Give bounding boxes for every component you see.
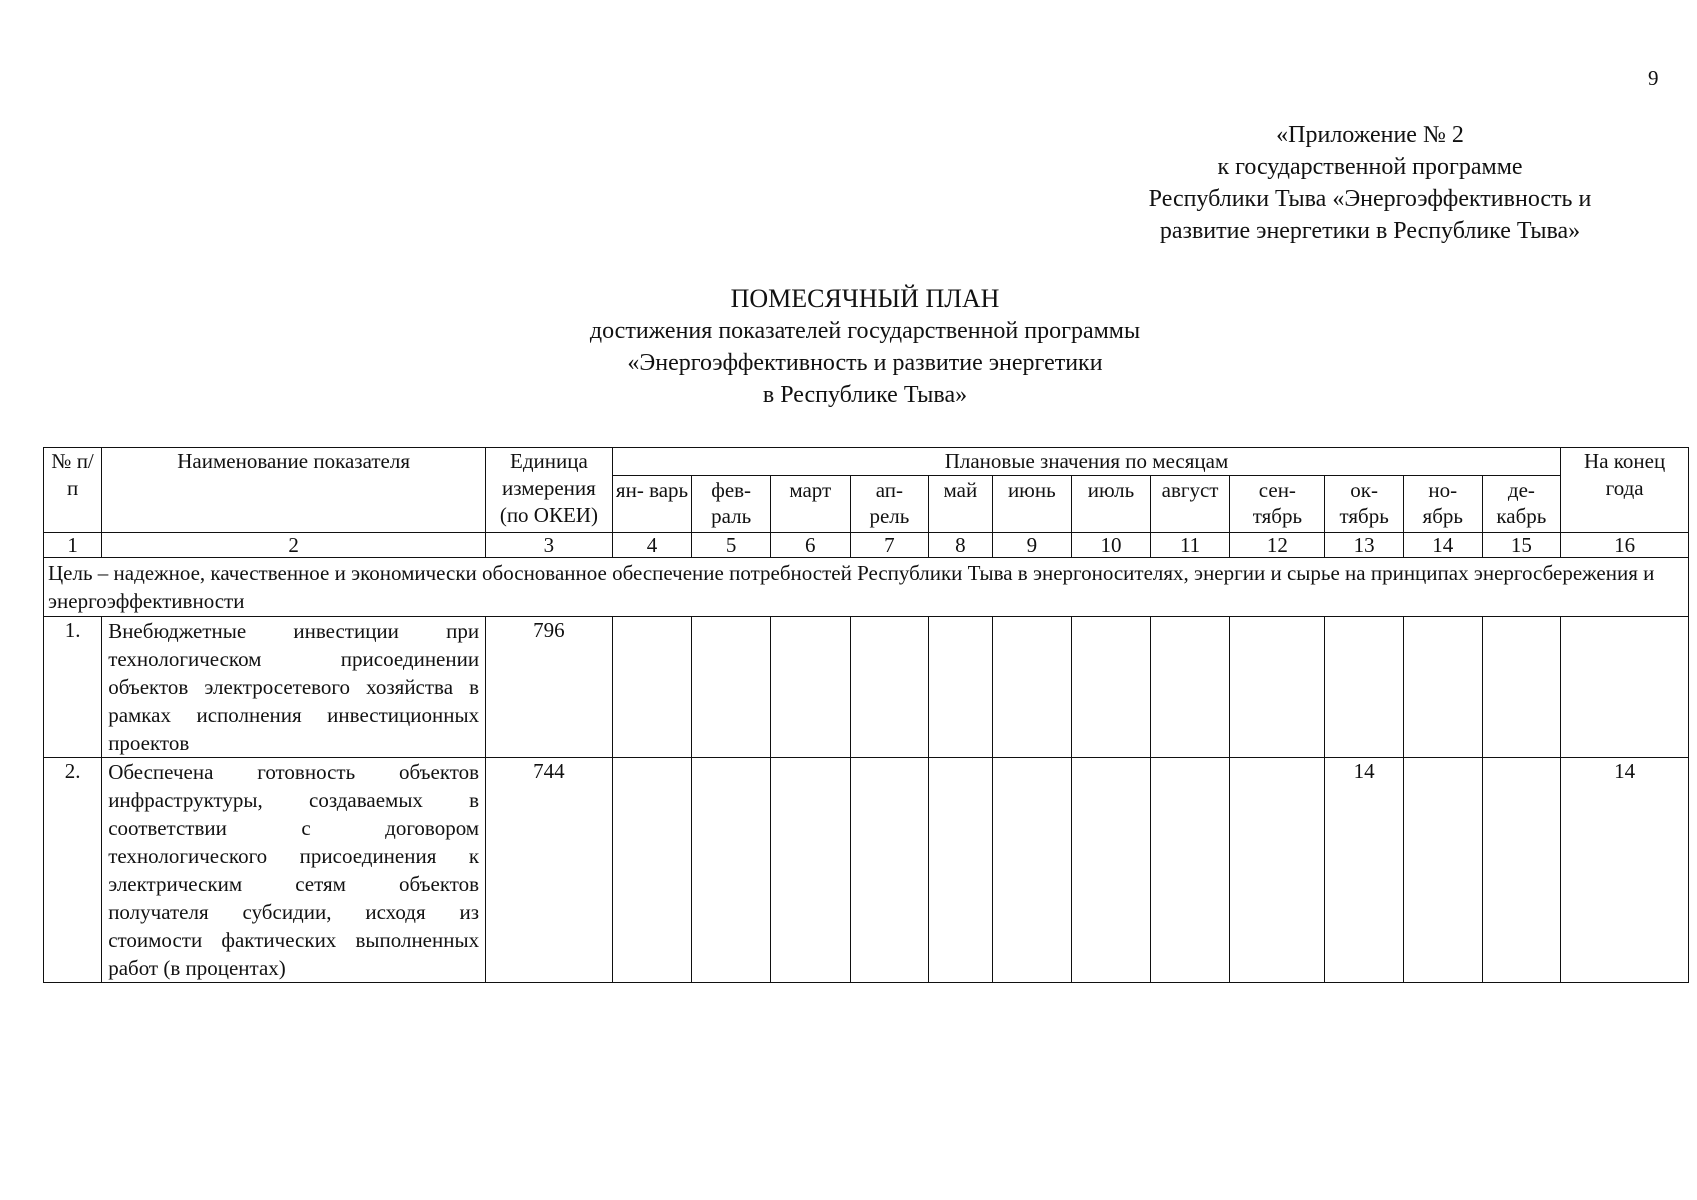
month-value <box>692 758 771 983</box>
page-number: 9 <box>1648 66 1659 90</box>
column-number: 16 <box>1561 533 1689 558</box>
header-month: ап- рель <box>850 476 929 533</box>
header-month: ок- тябрь <box>1325 476 1404 533</box>
header-month: июнь <box>992 476 1072 533</box>
header-month: июль <box>1072 476 1151 533</box>
header-name: Наименование показателя <box>102 448 486 533</box>
appendix-line: «Приложение № 2 <box>1276 122 1464 148</box>
column-number: 9 <box>992 533 1072 558</box>
month-value <box>1482 758 1561 983</box>
month-value <box>929 758 992 983</box>
title-line: достижения показателей государственной программы <box>589 318 1141 344</box>
header-month: сен- тябрь <box>1230 476 1325 533</box>
year-end-value: 14 <box>1561 758 1689 983</box>
month-value <box>1072 617 1151 758</box>
month-value <box>1150 758 1230 983</box>
header-month: март <box>770 476 850 533</box>
month-value <box>1482 617 1561 758</box>
month-value <box>612 617 692 758</box>
month-value <box>992 758 1072 983</box>
month-value <box>850 758 929 983</box>
unit-code: 744 <box>486 758 613 983</box>
indicator-name: Обеспечена готовность объектов инфраструктуры, создаваемых в соответствии с договором технологического присоединения к электрическим сетям объектов получателя субсидии, исходя из стоимости фактических выполненных работ (в процентах) <box>102 758 486 983</box>
title-line: в Республике Тыва» <box>762 382 968 408</box>
appendix-note <box>1080 119 1660 247</box>
month-value: 14 <box>1325 758 1404 983</box>
month-value <box>612 758 692 983</box>
column-number: 15 <box>1482 533 1561 558</box>
month-value <box>1150 617 1230 758</box>
indicator-name: Внебюджетные инвестиции при технологическом присоединении объектов электросетевого хозяйства в рамках исполнения инвестиционных проектов <box>102 617 486 758</box>
column-numbers-row <box>44 533 1689 558</box>
header-year-end: На конец года <box>1561 448 1689 533</box>
month-value <box>1403 617 1482 758</box>
month-value <box>992 617 1072 758</box>
header-unit: Единица измерения (по ОКЕИ) <box>486 448 613 533</box>
header-month: но- ябрь <box>1403 476 1482 533</box>
header-num: № п/п <box>44 448 102 533</box>
column-number: 5 <box>692 533 771 558</box>
month-value <box>1403 758 1482 983</box>
appendix-line: к государственной программе <box>1217 154 1523 180</box>
header-month: фев- раль <box>692 476 771 533</box>
month-value <box>929 617 992 758</box>
appendix-line: Республики Тыва «Энергоэффективность и <box>1148 186 1592 212</box>
month-value <box>770 617 850 758</box>
unit-code: 796 <box>486 617 613 758</box>
column-number: 10 <box>1072 533 1151 558</box>
table-row <box>44 617 1689 758</box>
month-value <box>850 617 929 758</box>
monthly-plan-table <box>43 447 1689 983</box>
title-main: ПОМЕСЯЧНЫЙ ПЛАН <box>730 284 1000 313</box>
title-line: «Энергоэффективность и развитие энергетики <box>627 350 1103 376</box>
column-number: 4 <box>612 533 692 558</box>
row-number: 2. <box>44 758 102 983</box>
document-title <box>430 283 1300 411</box>
month-value <box>1072 758 1151 983</box>
column-number: 13 <box>1325 533 1404 558</box>
year-end-value <box>1561 617 1689 758</box>
header-monthly-group: Плановые значения по месяцам <box>612 448 1561 476</box>
header-month: де- кабрь <box>1482 476 1561 533</box>
column-number: 2 <box>102 533 486 558</box>
column-number: 12 <box>1230 533 1325 558</box>
column-number: 11 <box>1150 533 1230 558</box>
header-month: август <box>1150 476 1230 533</box>
column-number: 14 <box>1403 533 1482 558</box>
month-value <box>770 758 850 983</box>
month-value <box>1230 758 1325 983</box>
header-month: май <box>929 476 992 533</box>
column-number: 8 <box>929 533 992 558</box>
row-number: 1. <box>44 617 102 758</box>
month-value <box>1325 617 1404 758</box>
header-row <box>44 448 1689 476</box>
month-value <box>692 617 771 758</box>
column-number: 7 <box>850 533 929 558</box>
table-row <box>44 758 1689 983</box>
goal-row <box>44 558 1689 617</box>
goal-text: Цель – надежное, качественное и экономически обоснованное обеспечение потребностей Республики Тыва в энергоносителях, энергии и сырье на принципах энергосбережения и энергоэффективности <box>44 558 1689 617</box>
column-number: 3 <box>486 533 613 558</box>
column-number: 6 <box>770 533 850 558</box>
column-number: 1 <box>44 533 102 558</box>
month-value <box>1230 617 1325 758</box>
appendix-line: развитие энергетики в Республике Тыва» <box>1159 218 1581 244</box>
header-month: ян- варь <box>612 476 692 533</box>
